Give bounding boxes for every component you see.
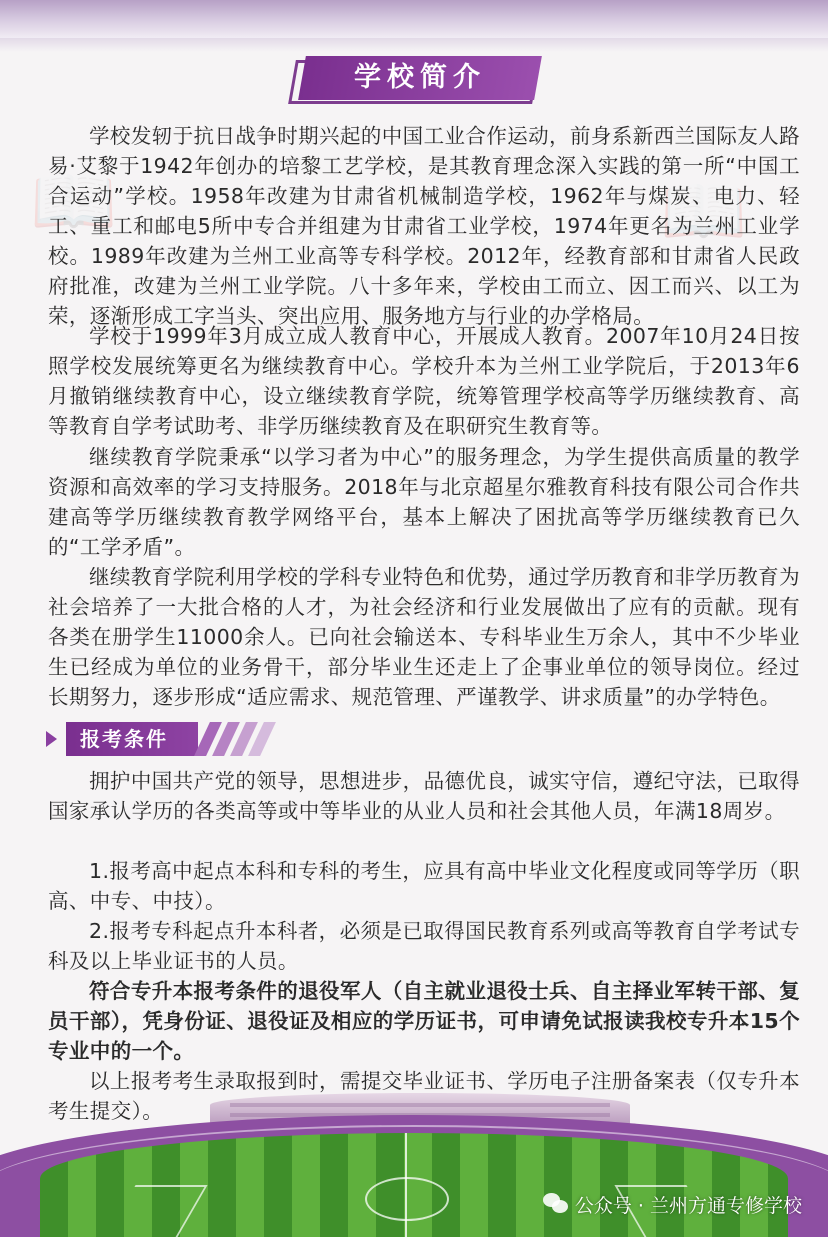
- intro-paragraph-3: 继续教育学院秉承“以学习者为中心”的服务理念，为学生提供高质量的教学资源和高效率的学习支持服务。2018年与北京超星尔雅教育科技有限公司合作共建高等学历继续教育教学网络平台，基本上解决了困扰高等学历继续教育已久的“工学矛盾”。: [48, 445, 800, 559]
- intro-title-banner: [292, 56, 542, 108]
- requirements-paragraph-3: 2.报考专科起点升本科者，必须是已取得国民教育系列或高等教育自学考试专科及以上毕业证书的人员。: [48, 919, 800, 973]
- requirements-paragraph-veterans: 符合专升本报考条件的退役军人（自主就业退役士兵、自主择业军转干部、复员干部），凭身份证、退役证及相应的学历证书，可申请免试报读我校专升本15个专业中的一个。: [48, 979, 800, 1063]
- center-circle: [365, 1177, 449, 1221]
- book-watermark-icon: 📖: [660, 170, 748, 252]
- chevron-right-icon: [46, 731, 57, 747]
- watermark-text: 公众号 · 兰州方通专修学校: [574, 1194, 802, 1217]
- intro-paragraph-4: 继续教育学院利用学校的学科专业特色和优势，通过学历教育和非学历教育为社会培养了一大批合格的人才，为社会经济和行业发展做出了应有的贡献。现有各类在册学生11000余人。已向社会输送本、专科毕业生万余人，其中不少毕业生已经成为单位的业务骨干，部分毕业生还走上了企事业单位的领导岗位。经过长期努力，逐步形成“适应需求、规范管理、严谨教学、讲求质量”的办学特色。: [48, 565, 800, 709]
- top-decorative-band: [0, 0, 828, 38]
- requirements-paragraph-2: 1.报考高中起点本科和专科的考生，应具有高中毕业文化程度或同等学历（职高、中专、中技）。: [48, 859, 800, 913]
- intro-title: 学校简介: [354, 62, 486, 93]
- intro-paragraph-2: 学校于1999年3月成立成人教育中心，开展成人教育。2007年10月24日按照学校发展统筹更名为继续教育中心。学校升本为兰州工业学院后，于2013年6月撤销继续教育中心，设立继续教育学院，统筹管理学校高等学历继续教育、高等教育自学考试助考、非学历继续教育及在职研究生教育等。: [48, 324, 800, 438]
- requirements-paragraph-1: 拥护中国共产党的领导，思想进步，品德优良，诚实守信，遵纪守法，已取得国家承认学历的各类高等或中等毕业的从业人员和社会其他人员，年满18周岁。: [48, 769, 800, 823]
- requirements-section-header: [46, 722, 276, 758]
- requirements-paragraph-5: 以上报考考生录取报到时，需提交毕业证书、学历电子注册备案表（仅专升本考生提交）。: [48, 1069, 800, 1123]
- intro-paragraph-1: 学校发轫于抗日战争时期兴起的中国工业合作运动，前身系新西兰国际友人路易·艾黎于1942年创办的培黎工艺学校，是其教育理念深入实践的第一所“中国工合运动”学校。1958年改建为甘肃省机械制造学校，1962年与煤炭、电力、轻工、重工和邮电5所中专合并组建为甘肃省工业学校，1974年更名为兰州工业学校。1989年改建为兰州工业高等专科学校。2012年，经教育部和甘肃省人民政府批准，改建为兰州工业学院。八十多年来，学校由工而立、因工而兴、以工为荣，逐渐形成工字当头、突出应用、服务地方与行业的办学格局。: [48, 124, 800, 328]
- wechat-icon: [543, 1193, 569, 1215]
- book-watermark-icon: 📖: [30, 160, 118, 242]
- wechat-watermark: [543, 1189, 802, 1219]
- stadium-illustration: [0, 1085, 828, 1237]
- requirements-title: 报考条件: [80, 727, 168, 751]
- stand-row: [230, 1103, 610, 1107]
